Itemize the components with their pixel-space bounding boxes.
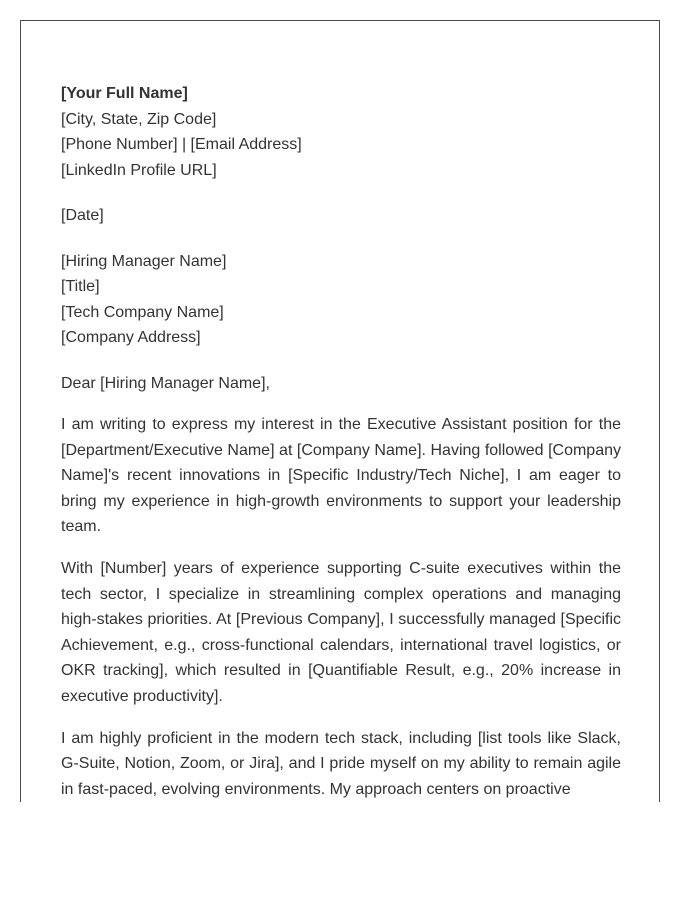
recipient-address: [Company Address]: [61, 329, 201, 346]
recipient-title: [Title]: [61, 278, 100, 295]
sender-name: [Your Full Name]: [61, 85, 188, 102]
letter-page: [20, 20, 660, 802]
recipient-name: [Hiring Manager Name]: [61, 252, 227, 270]
body-paragraph-2: With [Number] years of experience supporting C-suite executives within the tech sector, I specialize in streamlining complex operations and managing high-stakes priorities. At [Previous Company], I successfully managed [Specific Achievement, e.g., cross-functional calendars, international travel logistics, or OKR tracking], which resulted in [Quantifiable Result, e.g., 20% increase in executive productivity].: [61, 559, 621, 705]
sender-linkedin: [LinkedIn Profile URL]: [61, 161, 217, 179]
recipient-block: [61, 249, 621, 351]
sender-contact: [Phone Number] | [Email Address]: [61, 136, 302, 153]
sender-block: [61, 81, 621, 183]
body-paragraph-3: I am highly proficient in the modern tech stack, including [list tools like Slack, G-Suite, Notion, Zoom, or Jira], and I pride myself on my ability to remain agile in fast-paced, evolving environments. My approach centers on proactive: [61, 729, 621, 798]
recipient-company: [Tech Company Name]: [61, 303, 224, 321]
letter-content: [61, 81, 621, 802]
sender-city: [City, State, Zip Code]: [61, 110, 217, 128]
letter-date: [Date]: [61, 207, 104, 224]
body-paragraph-1: I am writing to express my interest in the Executive Assistant position for the [Department/Executive Name] at [Company Name]. Having followed [Company Name]'s recent innovations in [Specific Industry/Tech Niche], I am eager to bring my experience in high-growth environments to support your leadership team.: [61, 416, 621, 536]
salutation: Dear [Hiring Manager Name],: [61, 374, 270, 392]
